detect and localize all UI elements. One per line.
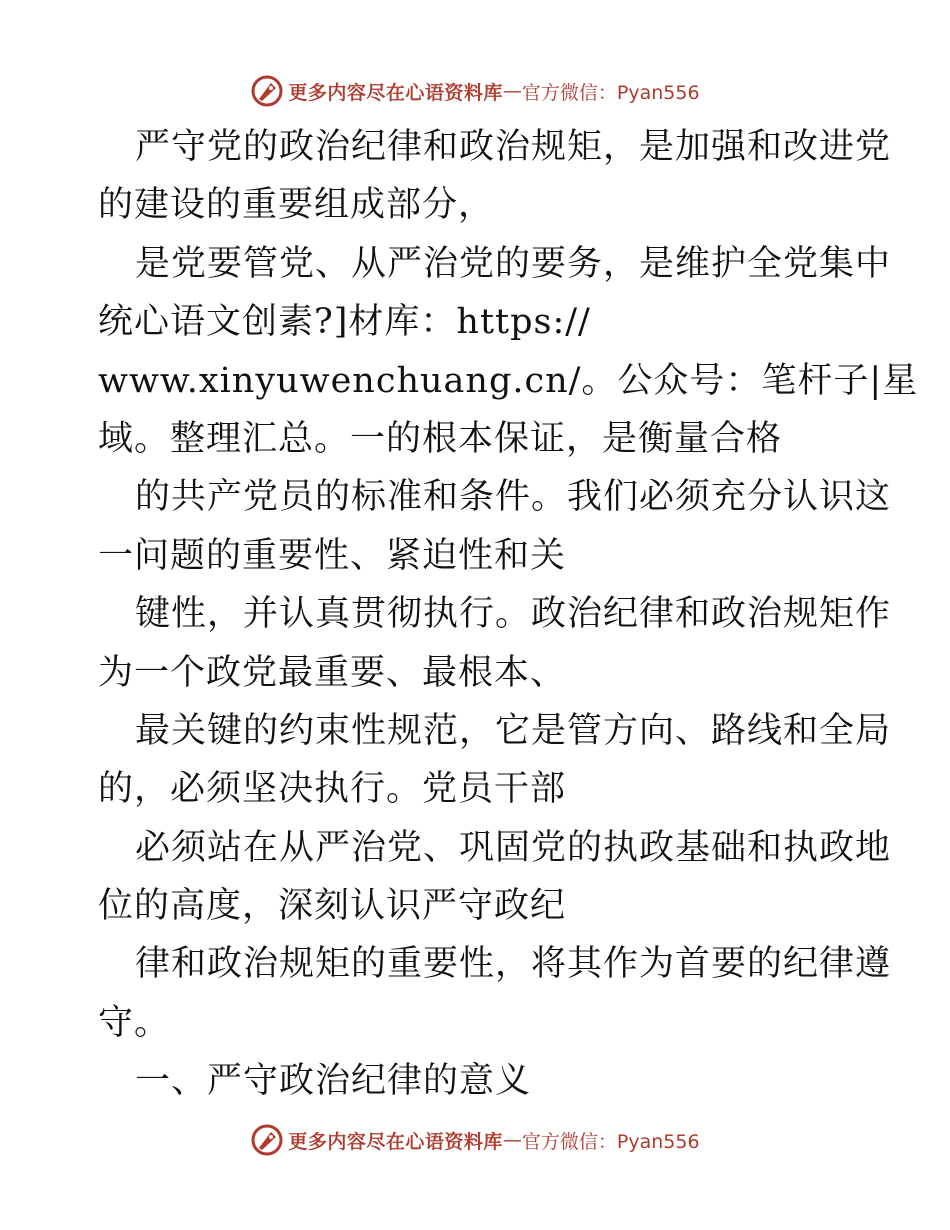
header-watermark <box>0 71 950 111</box>
footer-watermark <box>0 1120 950 1160</box>
body-line: 律和政治规矩的重要性，将其作为首要的纪律遵 <box>135 944 892 985</box>
footer-separator: — <box>502 1129 522 1151</box>
body-line: 位的高度，深刻认识严守政纪 <box>98 886 567 927</box>
footer-contact-text: 官方微信：Pyan556 <box>521 1130 700 1153</box>
body-line: 必须站在从严治党、巩固党的执政基础和执政地 <box>135 827 892 868</box>
header-separator: — <box>502 80 522 102</box>
body-line: 域。整理汇总。一的根本保证，是衡量合格 <box>98 418 783 459</box>
body-line: www.xinyuwenchuang.cn/。公众号：笔杆子|星 <box>98 360 919 401</box>
body-line: 键性，并认真贯彻执行。政治纪律和政治规矩作 <box>135 594 892 635</box>
pen-nib-logo-icon <box>250 1123 284 1157</box>
body-line: 的共产党员的标准和条件。我们必须充分认识这 <box>135 477 892 518</box>
section-heading: 一、严守政治纪律的意义 <box>135 1061 532 1102</box>
body-line: 统心语文创素?]材库：https:// <box>98 302 591 343</box>
body-line: 严守党的政治纪律和政治规矩，是加强和改进党 <box>135 127 892 167</box>
body-line: 的建设的重要组成部分， <box>98 185 495 226</box>
header-brand-text: 更多内容尽在心语资料库 <box>288 81 503 104</box>
body-line: 最关键的约束性规范，它是管方向、路线和全局 <box>135 710 892 751</box>
body-line: 的，必须坚决执行。党员干部 <box>98 769 567 810</box>
document-body <box>98 118 919 1111</box>
pen-nib-logo-icon <box>250 74 284 108</box>
header-contact-text: 官方微信：Pyan556 <box>521 81 700 104</box>
body-line: 守。 <box>98 1002 171 1043</box>
body-line: 一问题的重要性、紧迫性和关 <box>98 535 567 576</box>
footer-brand-text: 更多内容尽在心语资料库 <box>288 1130 503 1153</box>
body-line: 为一个政党最重要、最根本、 <box>98 652 567 693</box>
body-line: 是党要管党、从严治党的要务，是维护全党集中 <box>135 243 892 284</box>
